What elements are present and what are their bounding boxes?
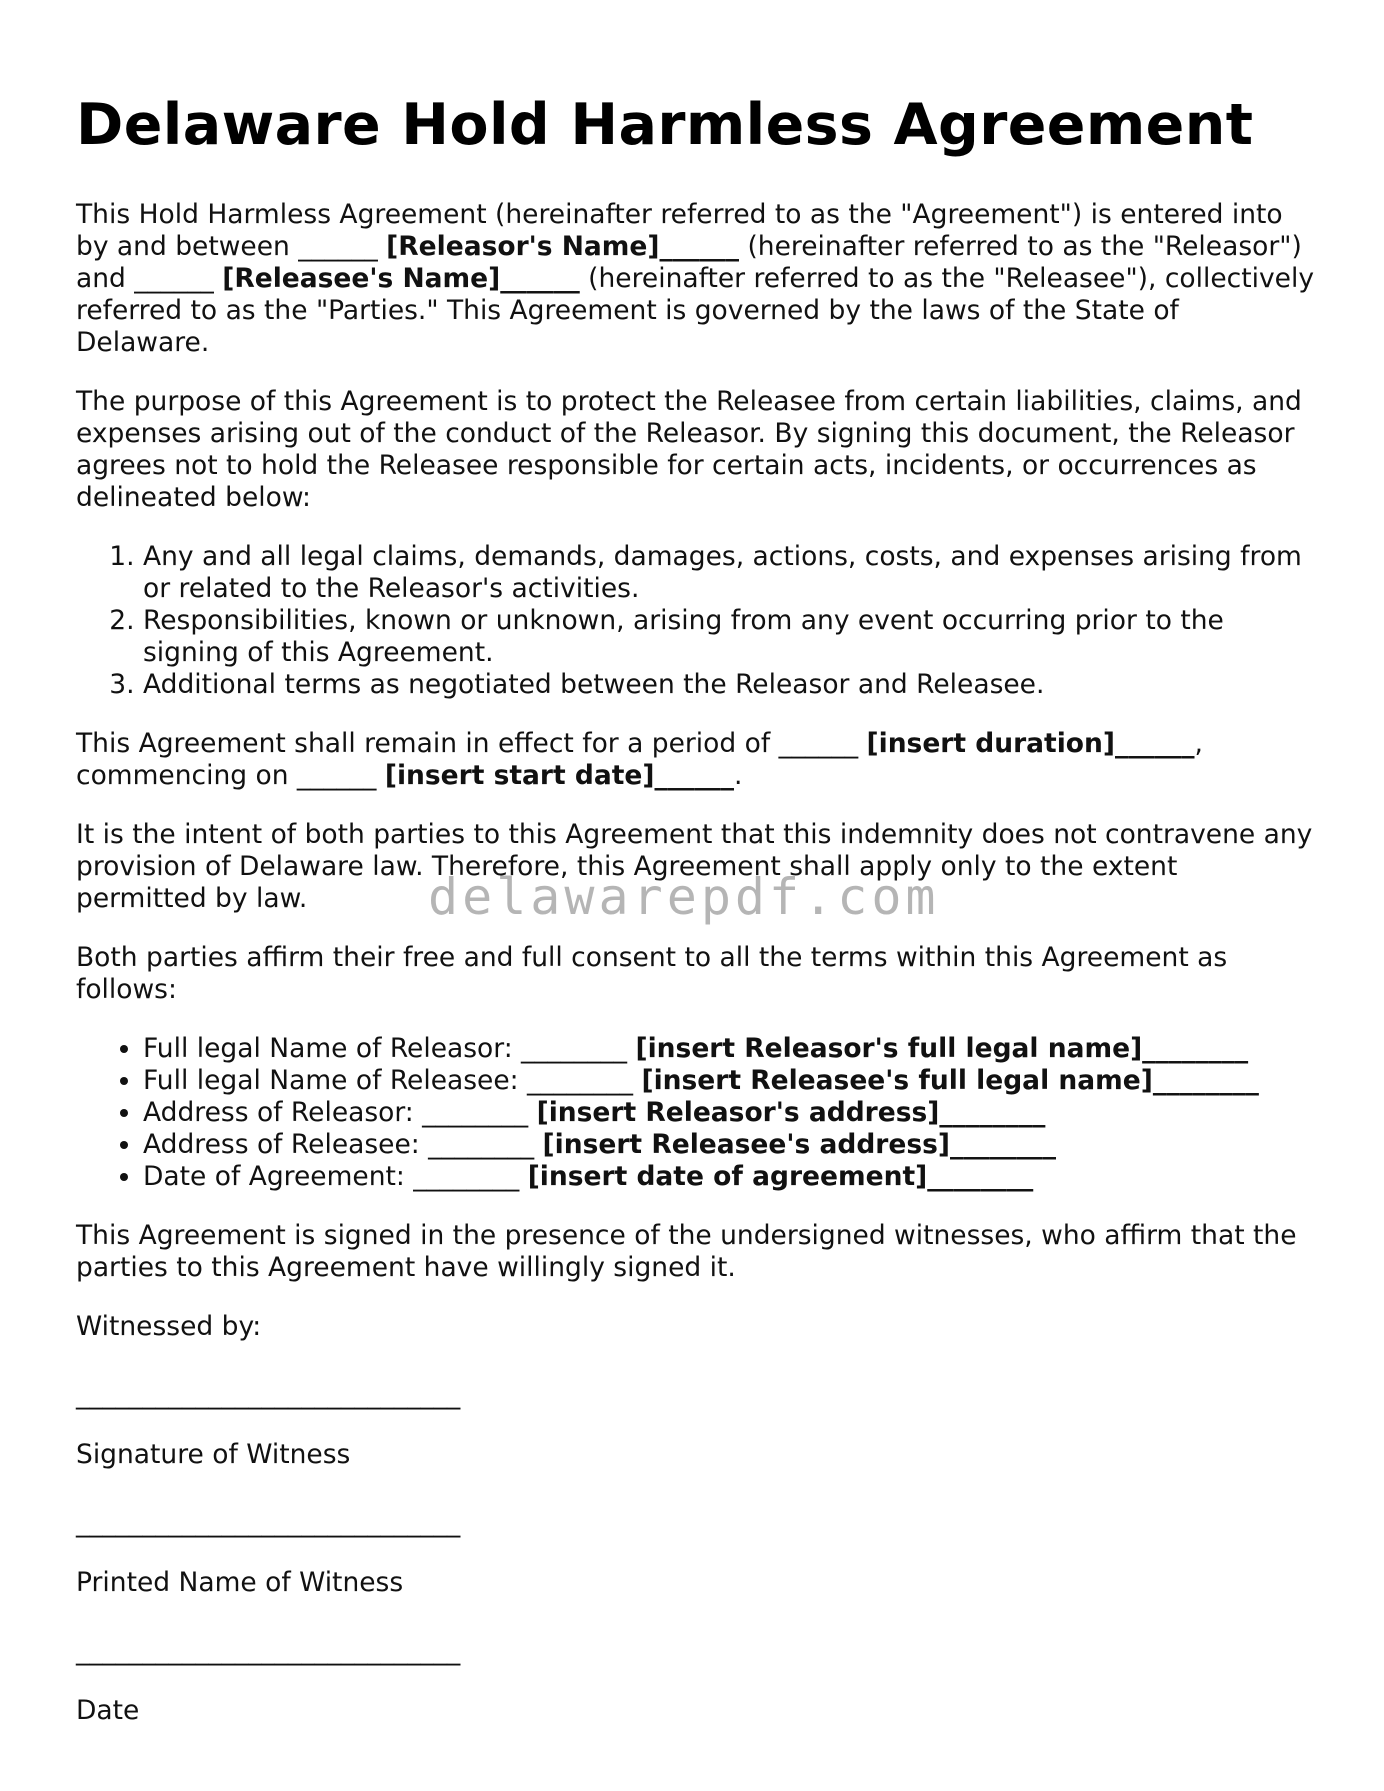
field-placeholder: [insert Releasee's full legal name]________ [641,1065,1259,1097]
intro-paragraph [76,199,1316,359]
list-item: 2. Responsibilities, known or unknown, arising from any event occurring prior to the signing of this Agreement. [143,605,1316,669]
duration-text-1: This Agreement shall remain in effect for a period of ______ [76,728,867,760]
field-label: Date of Agreement: ________ [143,1161,528,1193]
field-item [143,1097,1316,1129]
witness-printed-name-line: _____________________________ [76,1507,461,1539]
field-label: Address of Releasee: ________ [143,1129,543,1161]
witness-statement: This Agreement is signed in the presence of the undersigned witnesses, who affirm that the parties to this Agreement have willingly signed it. [76,1220,1297,1284]
field-placeholder: [insert Releasee's address]________ [542,1129,1056,1161]
field-placeholder: [insert date of agreement]________ [527,1161,1034,1193]
releasee-name-placeholder: [Releasee's Name]______ [222,263,580,295]
duration-placeholder: [insert duration]______ [866,728,1195,760]
watermark: delawarepdf.com [428,868,940,926]
consent-paragraph: Both parties affirm their free and full consent to all the terms within this Agreement as follows: [76,942,1228,1006]
fields-list [76,1033,1316,1193]
purpose-paragraph: The purpose of this Agreement is to protect the Releasee from certain liabilities, claims, and expenses arising out of the conduct of the Releasor. By signing this document, the Releasor agrees not to hold the Releasee responsible for certain acts, incidents, or occurrences as delineated below: [76,386,1302,514]
field-item [143,1129,1316,1161]
list-item: 3. Additional terms as negotiated between the Releasor and Releasee. [143,669,1316,701]
field-label: Address of Releasor: ________ [143,1097,537,1129]
intro-text-1: This Hold Harmless Agreement (hereinafter referred to as the "Agreement") is entered into by and between ______ [76,199,1283,263]
list-item: 1. Any and all legal claims, demands, damages, actions, costs, and expenses arising from or related to the Releasor's activities. [143,541,1316,605]
field-item [143,1065,1316,1097]
witness-signature-line: _____________________________ [76,1379,461,1411]
intro-text-3: (hereinafter referred to as the "Releasee"), collectively referred to as the "Parties." This Agreement is governed by the laws of the State of Delaware. [76,263,1315,359]
witness-date-label: Date [76,1695,140,1727]
field-item [143,1033,1316,1065]
field-placeholder: [insert Releasor's address]________ [536,1097,1046,1129]
witness-signature-label: Signature of Witness [76,1439,351,1471]
field-label: Full legal Name of Releasor: ________ [143,1033,636,1065]
witnessed-by-label: Witnessed by: [76,1311,262,1343]
releasor-name-placeholder: [Releasor's Name]______ [386,231,740,263]
document-title: Delaware Hold Harmless Agreement [76,92,1254,158]
document-page [76,92,1316,1727]
intro-text-2: (hereinafter referred to as the "Releasor") and ______ [76,231,1302,295]
duration-text-3: . [734,760,743,792]
witness-date-line: _____________________________ [76,1635,461,1667]
field-label: Full legal Name of Releasee: ________ [143,1065,642,1097]
intent-paragraph: It is the intent of both parties to this Agreement that this indemnity does not contravene any provision of Delaware law. Therefore, this Agreement shall apply only to the extent permitted by law. [76,819,1313,915]
field-placeholder: [insert Releasor's full legal name]________ [635,1033,1249,1065]
field-item [143,1161,1316,1193]
duration-paragraph [76,728,1316,792]
start-date-placeholder: [insert start date]______ [384,760,735,792]
numbered-list [76,541,1316,701]
witness-printed-name-label: Printed Name of Witness [76,1567,404,1599]
duration-text-2: , commencing on ______ [76,728,1203,792]
